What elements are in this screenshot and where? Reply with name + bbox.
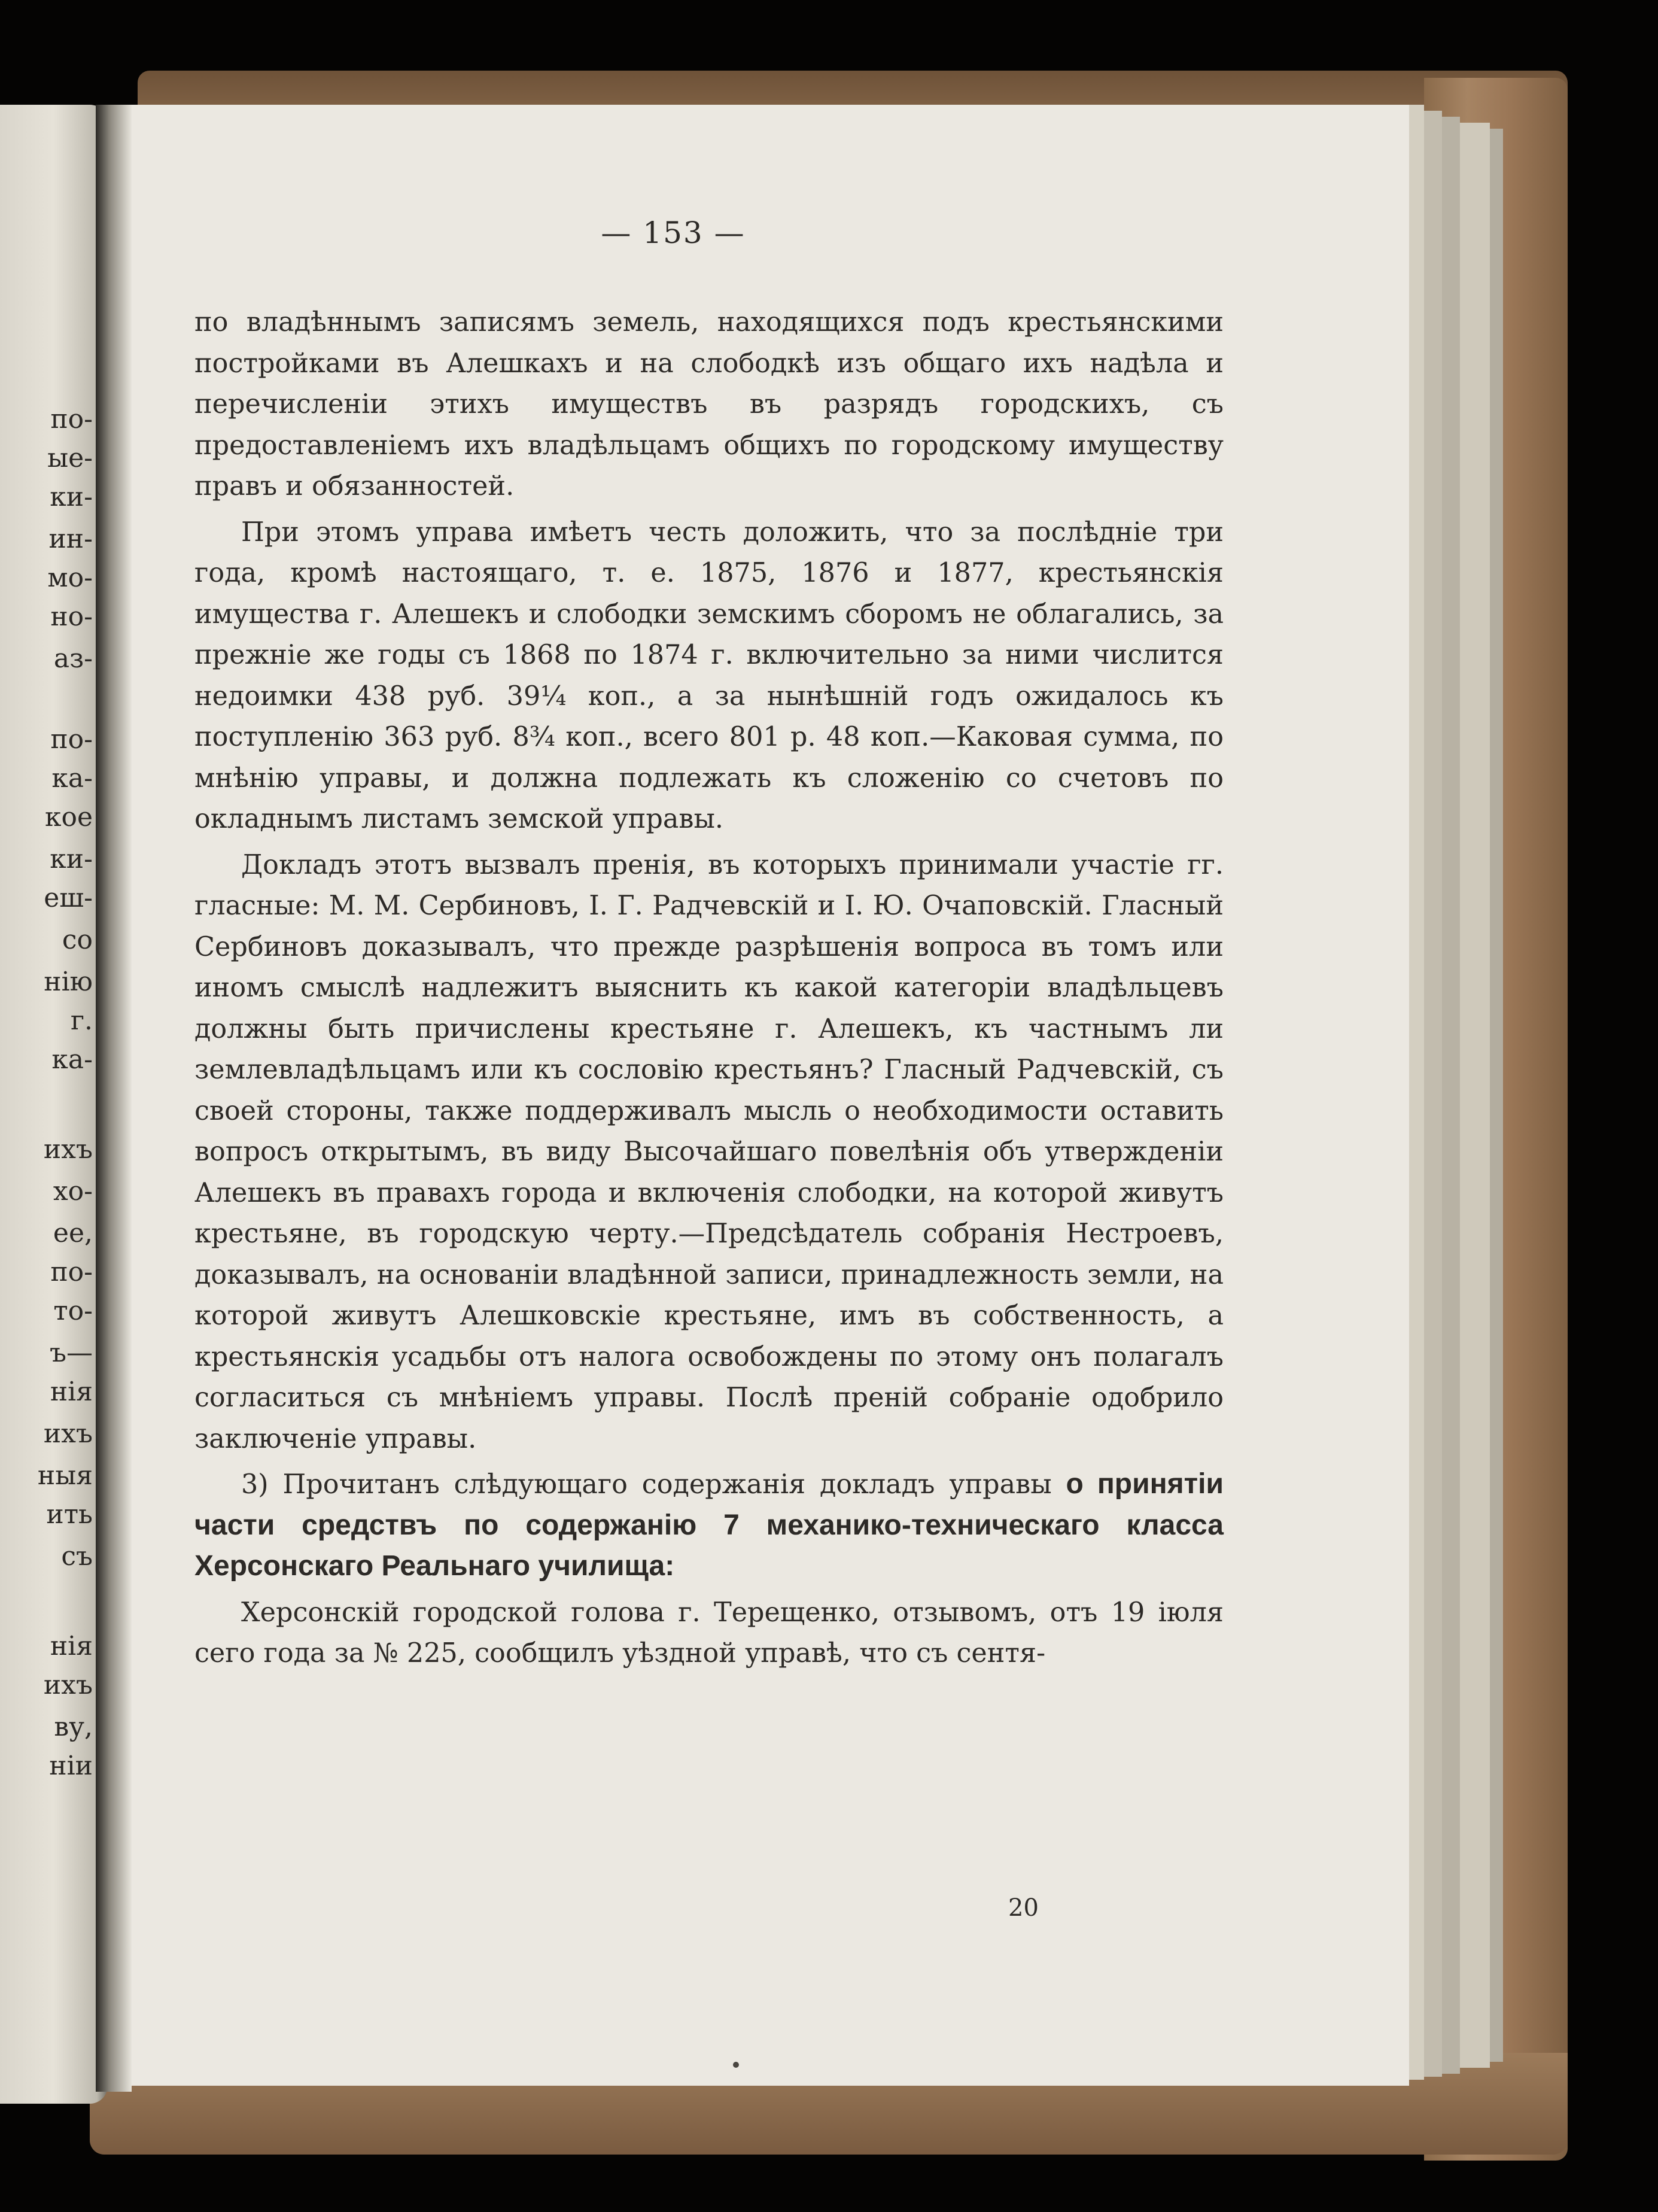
- page-edge: [1441, 117, 1460, 2074]
- page-body: [194, 302, 1224, 1679]
- left-page-fragment: хо-: [53, 1176, 93, 1207]
- paragraph-debate: Докладъ этотъ вызвалъ пренія, въ которыхъ принимали участіе гг. гласные: М. М. Сербиновъ, І. Г. Радчевскій и І. Ю. Очаповскій. Гласный Сербиновъ доказывалъ, что прежде разрѣшенія вопроса въ томъ или иномъ смыслѣ надлежитъ выяснить къ какой категоріи владѣльцевъ должны быть причислены крестьяне г. Алешекъ, къ частнымъ ли землевладѣльцамъ или къ сословію крестьянъ? Гласный Радчевскій, съ своей стороны, также поддерживалъ мысль о необходимости оставить вопросъ открытымъ, въ виду Высочайшаго повелѣнія объ утвержденіи Алешекъ въ правахъ города и включенія слободки, на которой живутъ крестьяне, въ городскую черту.—Предсѣдатель собранія Нестроевъ, доказывалъ, на основаніи владѣнной записи, принадлежность земли, на которой живутъ Алешковскіе крестьяне, имъ въ собственность, а крестьянскія усадьбы отъ налога освобождены по этому онъ полагалъ согласиться съ мнѣніемъ управы. Послѣ преній собраніе одобрило заключеніе управы.: [194, 849, 1224, 1454]
- left-page-fragment: со: [62, 925, 93, 955]
- left-page-fragment: ка-: [51, 763, 93, 794]
- paragraph-arrears: При этомъ управа имѣетъ честь доложить, что за послѣдніе три года, кромѣ настоящаго, т. е. 1875, 1876 и 1877, крестьянскія имущества г. Алешекъ и слободки земскимъ сборомъ не облагались, за прежніе же годы съ 1868 по 1874 г. включительно за ними числится недоимки 438 руб. 39¼ коп., а за нынѣшній годъ ожидалось къ поступленію 363 руб. 8¾ коп., всего 801 р. 48 коп.—Каковая сумма, по мнѣнію управы, и должна подлежать къ сложенію со счетовъ по окладнымъ листамъ земской управы.: [194, 516, 1224, 834]
- paragraph-continuation: по владѣннымъ записямъ земель, находящихся подъ крестьянскими постройками въ Алешкахъ и на слободкѣ изъ общаго ихъ надѣла и перечисленіи этихъ имуществъ въ разрядъ городскихъ, съ предоставленіемъ ихъ владѣльцамъ общихъ по городскому имуществу правъ и обязанностей.: [194, 307, 1224, 502]
- left-page-fragment: ить: [46, 1499, 93, 1530]
- page-edge: [1489, 129, 1503, 2062]
- left-page-fragment: мо-: [47, 563, 93, 593]
- left-page-fragment: кое: [44, 802, 93, 832]
- page-speck: [733, 2062, 739, 2068]
- left-page-fragment: нію: [44, 967, 93, 997]
- item-3-lead: 3) Прочитанъ слѣдующаго содержанія докладъ управы: [241, 1469, 1052, 1500]
- item-3: [194, 1464, 1224, 1588]
- left-page-fragment: ые-: [47, 443, 93, 473]
- left-page-fragment: ки-: [50, 844, 93, 874]
- left-page-fragment: г.: [70, 1005, 93, 1036]
- left-page-fragment: по-: [50, 404, 93, 434]
- left-page-fragment: но-: [50, 601, 93, 632]
- left-page-fragment: ин-: [48, 524, 93, 554]
- page-number: — 153 —: [601, 215, 746, 250]
- left-page-fragment: ихъ: [43, 1134, 93, 1165]
- left-page-fragment: аз-: [53, 643, 93, 674]
- left-page-fragment: ее,: [53, 1218, 93, 1248]
- left-page-fragment: ки-: [50, 482, 93, 512]
- signature-mark: 20: [1008, 1894, 1039, 1922]
- left-page-fragment: съ: [61, 1541, 93, 1572]
- left-page-fragment: нія: [50, 1377, 93, 1407]
- left-page-fragment: ныя: [37, 1460, 93, 1491]
- item-3-heading: о принятіи части средствъ по содержанію 7 механико-техническаго класса Херсонскаго Реальнаго училища:: [194, 1468, 1224, 1582]
- left-page-fragment: ву,: [54, 1712, 93, 1742]
- page-edge: [1423, 111, 1442, 2077]
- left-page-fragment: ніи: [49, 1751, 93, 1781]
- left-page-fragment: ка-: [51, 1044, 93, 1075]
- paragraph-kherson: Херсонскій городской голова г. Терещенко, отзывомъ, отъ 19 іюля сего года за № 225, сообщилъ уѣздной управѣ, что съ сентя-: [194, 1597, 1224, 1669]
- page-edge: [1459, 123, 1490, 2068]
- book-page: [105, 105, 1409, 2086]
- gutter-shadow: [96, 105, 132, 2092]
- left-page-fragment: ихъ: [43, 1670, 93, 1700]
- left-page-fragment: еш-: [44, 883, 93, 913]
- left-page-fragment: нія: [50, 1631, 93, 1661]
- left-page-fragment: то-: [53, 1296, 93, 1326]
- left-page-fragment: по-: [50, 1257, 93, 1287]
- left-page-fragment: по-: [50, 724, 93, 755]
- left-page-fragment: ихъ: [43, 1418, 93, 1449]
- previous-page-sliver: [0, 105, 108, 2104]
- left-page-fragment: ъ—: [50, 1338, 93, 1368]
